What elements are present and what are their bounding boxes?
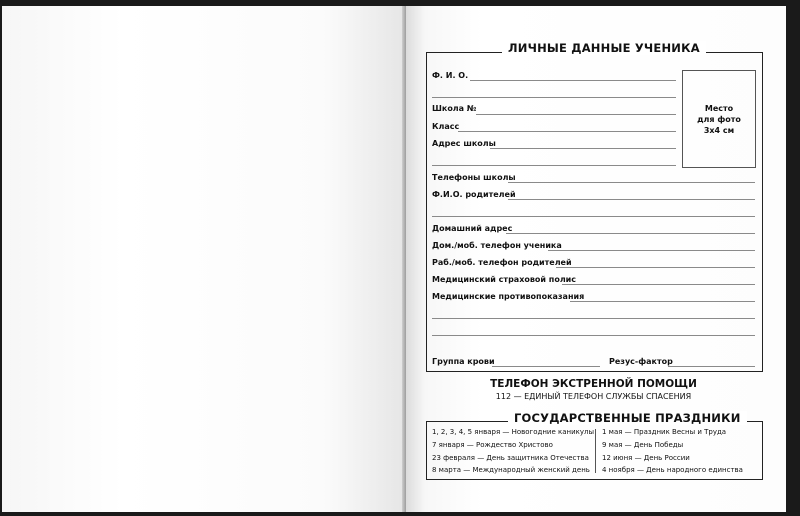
parents-fio-label: Ф.И.О. родителей [432,190,516,199]
rh-factor-line[interactable] [668,366,755,367]
parents-fio-line[interactable] [508,199,755,200]
holidays-divider [595,429,596,473]
insurance-line[interactable] [562,284,755,285]
school-address-line-2[interactable] [432,165,676,166]
parents-phone-line[interactable] [556,267,755,268]
school-address-line[interactable] [490,148,676,149]
class-label: Класс [432,122,460,131]
emergency-subtitle: 112 — ЕДИНЫЙ ТЕЛЕФОН СЛУЖБЫ СПАСЕНИЯ [495,392,692,401]
student-phone-label: Дом./моб. телефон ученика [432,241,562,250]
holiday-item: 8 марта — Международный женский день [432,466,590,474]
contraindications-line-3[interactable] [432,335,755,336]
parents-fio-line-2[interactable] [432,216,755,217]
school-phones-line[interactable] [508,182,755,183]
holiday-item: 1, 2, 3, 4, 5 января — Новогодние каникулы [432,428,595,436]
fio-line[interactable] [470,80,676,81]
left-blank-page [2,6,404,512]
home-address-line[interactable] [506,233,755,234]
personal-data-title: ЛИЧНЫЕ ДАННЫЕ УЧЕНИКА [502,41,706,55]
school-address-label: Адрес школы [432,139,496,148]
blood-group-line[interactable] [492,366,600,367]
holiday-item: 4 ноября — День народного единства [602,466,743,474]
holiday-item: 9 мая — День Победы [602,441,684,449]
holiday-item: 12 июня — День России [602,454,690,462]
holidays-title: ГОСУДАРСТВЕННЫЕ ПРАЗДНИКИ [508,411,747,425]
contraindications-line-2[interactable] [432,318,755,319]
holiday-item: 1 мая — Праздник Весны и Труда [602,428,727,436]
fio-label: Ф. И. О. [432,71,469,80]
school-phones-label: Телефоны школы [432,173,516,182]
photo-label-line2: для фото [697,114,741,124]
school-no-label: Школа № [432,104,477,113]
photo-label-line1: Место [704,103,734,113]
holiday-item: 23 февраля — День защитника Отечества [432,454,589,462]
fio-line-2[interactable] [432,97,676,98]
home-address-label: Домашний адрес [432,224,513,233]
holiday-item: 7 января — Рождество Христово [432,441,553,449]
class-line[interactable] [458,131,676,132]
photo-label-line3: 3x4 см [703,125,735,135]
emergency-title: ТЕЛЕФОН ЭКСТРЕННОЙ ПОМОЩИ [490,378,697,390]
photo-placeholder [682,70,756,168]
contraindications-line[interactable] [570,301,755,302]
blood-group-label: Группа крови [432,357,495,366]
insurance-label: Медицинский страховой полис [432,275,577,284]
student-phone-line[interactable] [548,250,755,251]
school-no-line[interactable] [476,114,676,115]
rh-factor-label: Резус-фактор [609,357,673,366]
contraindications-label: Медицинские противопоказания [432,292,585,301]
parents-phone-label: Раб./моб. телефон родителей [432,258,572,267]
